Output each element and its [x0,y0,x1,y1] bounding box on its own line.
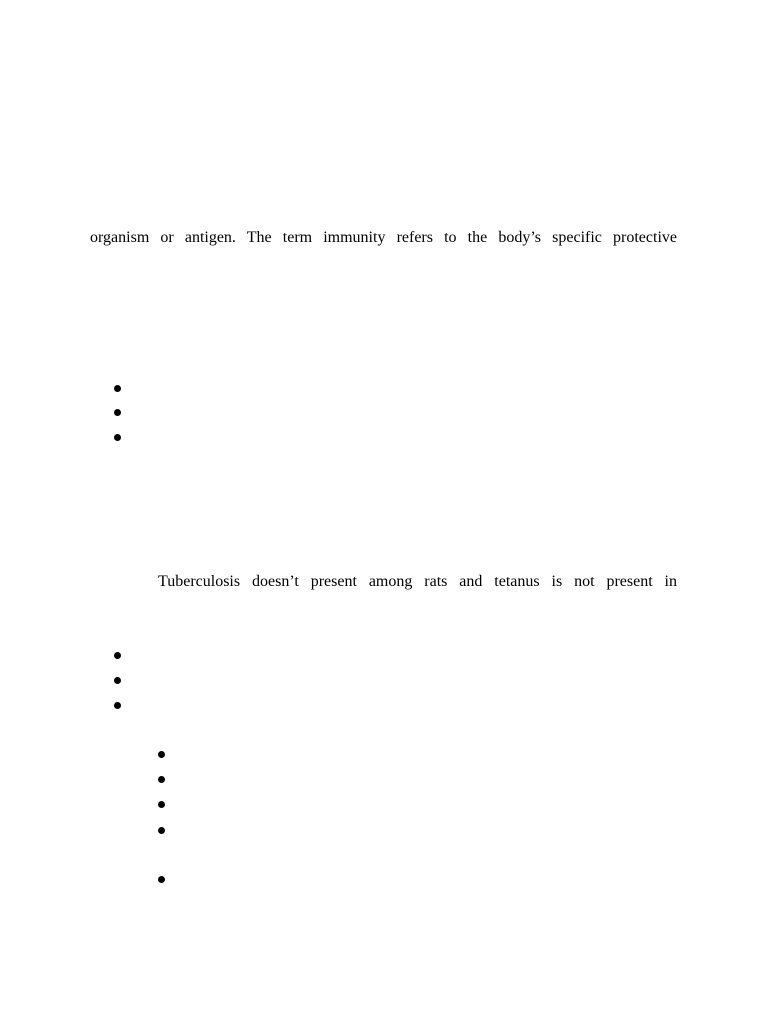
nested-bullet-marker [158,751,165,758]
bullet-marker [114,385,121,392]
bullet-marker [114,434,121,441]
paragraph-line-tuberculosis: Tuberculosis doesn’t present among rats and tetanus is not present in [158,573,677,590]
nested-bullet-marker [158,827,165,834]
bullet-marker [114,409,121,416]
nested-bullet-marker [158,776,165,783]
bullet-marker [114,652,121,659]
bullet-marker [114,702,121,709]
nested-bullet-marker [158,876,165,883]
bullet-marker [114,677,121,684]
nested-bullet-marker [158,801,165,808]
paragraph-line-immunity: organism or antigen. The term immunity refers to the body’s specific protective [90,229,677,246]
